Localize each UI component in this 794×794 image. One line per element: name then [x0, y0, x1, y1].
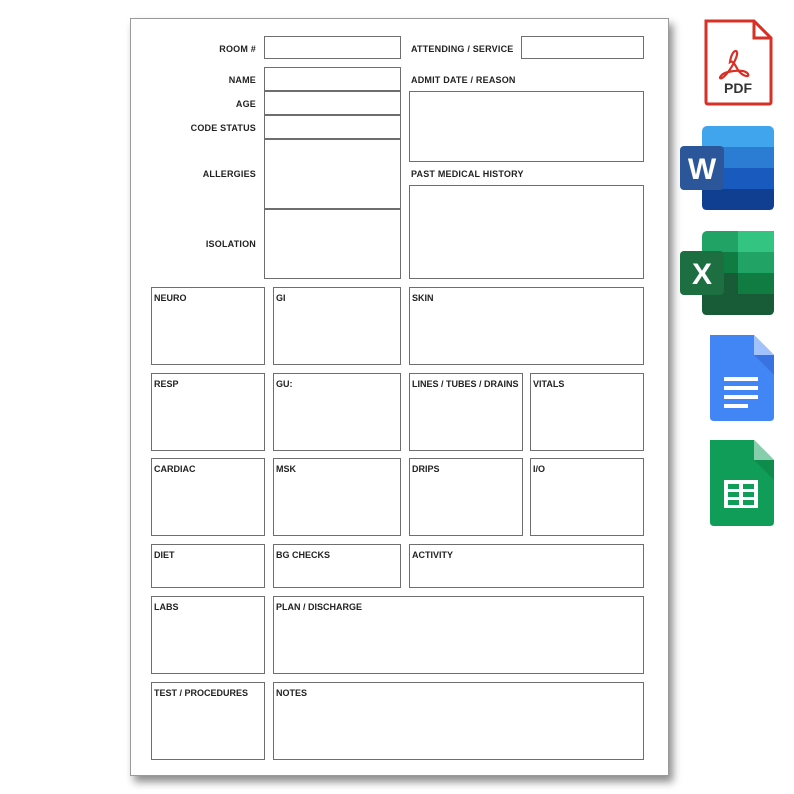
- name-field[interactable]: [264, 67, 401, 91]
- google-docs-icon[interactable]: [706, 333, 776, 423]
- gi-section[interactable]: [273, 287, 401, 365]
- age-field[interactable]: [264, 91, 401, 115]
- msk-label: MSK: [276, 464, 296, 474]
- notes-label: NOTES: [276, 688, 308, 698]
- activity-section[interactable]: [409, 544, 644, 588]
- isolation-field[interactable]: [264, 209, 401, 279]
- msk-section[interactable]: [273, 458, 401, 536]
- excel-file-icon[interactable]: [678, 229, 776, 317]
- labs-section[interactable]: [151, 596, 265, 674]
- vitals-section[interactable]: [530, 373, 644, 451]
- tests-section[interactable]: [151, 682, 265, 760]
- neuro-section[interactable]: [151, 287, 265, 365]
- lines-label: LINES / TUBES / DRAINS: [412, 379, 519, 389]
- resp-section[interactable]: [151, 373, 265, 451]
- vitals-label: VITALS: [533, 379, 565, 389]
- gi-label: GI: [276, 293, 286, 303]
- name-label: NAME: [228, 75, 256, 85]
- attending-field[interactable]: [521, 36, 644, 59]
- google-sheets-icon[interactable]: [706, 438, 776, 528]
- neuro-label: NEURO: [154, 293, 187, 303]
- gu-label: GU:: [276, 379, 293, 389]
- labs-label: LABS: [154, 602, 179, 612]
- admit-field[interactable]: [409, 91, 644, 162]
- room-label: ROOM #: [219, 44, 256, 54]
- activity-label: ACTIVITY: [412, 550, 454, 560]
- pmh-field[interactable]: [409, 185, 644, 279]
- isolation-label: ISOLATION: [205, 239, 256, 249]
- code-status-field[interactable]: [264, 115, 401, 139]
- bg-checks-label: BG CHECKS: [276, 550, 331, 560]
- io-section[interactable]: [530, 458, 644, 536]
- admit-label: ADMIT DATE / REASON: [411, 75, 516, 85]
- code-status-label: CODE STATUS: [190, 123, 256, 133]
- notes-section[interactable]: [273, 682, 644, 760]
- drips-label: DRIPS: [412, 464, 440, 474]
- plan-discharge-section[interactable]: [273, 596, 644, 674]
- diet-label: DIET: [154, 550, 175, 560]
- io-label: I/O: [533, 464, 546, 474]
- report-sheet: [130, 18, 669, 776]
- pdf-file-icon[interactable]: [702, 18, 774, 106]
- skin-section[interactable]: [409, 287, 644, 365]
- word-file-icon[interactable]: [678, 124, 776, 212]
- cardiac-section[interactable]: [151, 458, 265, 536]
- resp-label: RESP: [154, 379, 179, 389]
- drips-section[interactable]: [409, 458, 523, 536]
- svg-text:PDF: PDF: [724, 80, 752, 96]
- pmh-label: PAST MEDICAL HISTORY: [411, 169, 524, 179]
- diet-section[interactable]: [151, 544, 265, 588]
- cardiac-label: CARDIAC: [154, 464, 196, 474]
- svg-text:W: W: [687, 153, 717, 186]
- svg-text:X: X: [691, 258, 713, 291]
- age-label: AGE: [235, 99, 256, 109]
- tests-label: TEST / PROCEDURES: [154, 688, 249, 698]
- skin-label: SKIN: [412, 293, 434, 303]
- allergies-label: ALLERGIES: [202, 169, 256, 179]
- lines-section[interactable]: [409, 373, 523, 451]
- gu-section[interactable]: [273, 373, 401, 451]
- plan-discharge-label: PLAN / DISCHARGE: [276, 602, 363, 612]
- bg-checks-section[interactable]: [273, 544, 401, 588]
- allergies-field[interactable]: [264, 139, 401, 209]
- attending-label: ATTENDING / SERVICE: [411, 44, 514, 54]
- room-field[interactable]: [264, 36, 401, 59]
